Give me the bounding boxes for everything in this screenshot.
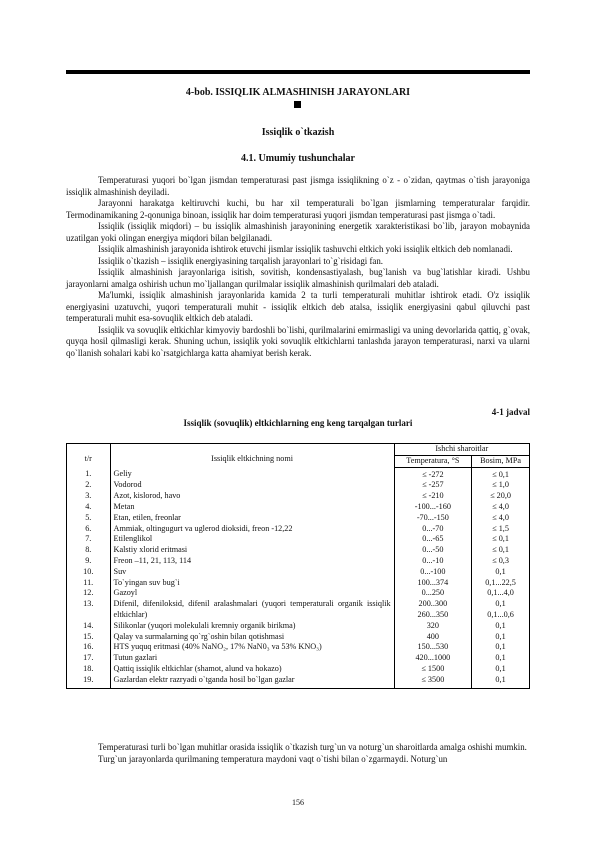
- row-pressure: 0,1: [472, 567, 530, 578]
- closing-text: [66, 742, 530, 765]
- row-temperature: 0...250: [394, 588, 471, 599]
- paragraph: Temperaturasi turli bo`lgan muhitlar orasida issiqlik o`tkazish turg`un va noturg`un sharoitlarda amalga oshishi mumkin.: [98, 742, 527, 752]
- table-row: [67, 653, 530, 664]
- row-pressure: ≤ 0,1: [472, 534, 530, 545]
- row-pressure: ≤ 0,3: [472, 556, 530, 567]
- table-row: [67, 578, 530, 589]
- row-number: 10.: [67, 567, 111, 578]
- row-pressure: ≤ 1,0: [472, 480, 530, 491]
- row-name: Vodorod: [110, 480, 394, 491]
- row-temperature: 100...374: [394, 578, 471, 589]
- row-temperature: ≤ 3500: [394, 675, 471, 688]
- row-number: 17.: [67, 653, 111, 664]
- page-number: 156: [292, 798, 304, 807]
- row-name: Gazlardan elektr razryadi o`tganda hosil bo`lgan gazlar: [110, 675, 394, 688]
- paragraph: Issiqlik almashinish jarayonida ishtirok etuvchi jismlar issiqlik tashuvchi eltkich yoki issiqlik eltkich deb nomlanadi.: [98, 244, 513, 254]
- row-name: HTS yuquq eritmasi (40% NaNO₂, 17% NaN0₃ va 53% KNO₃): [110, 642, 394, 653]
- header-group: Ishchi sharoitlar: [394, 444, 529, 456]
- section-title: Issiqlik o`tkazish: [261, 127, 335, 138]
- table-title: Issiqlik (sovuqlik) eltkichlarning eng keng tarqalgan turlari: [183, 418, 413, 428]
- row-temperature: -70...-150: [394, 513, 471, 524]
- row-temperature: ≤ 1500: [394, 664, 471, 675]
- table-row: [67, 599, 530, 621]
- table-row: [67, 467, 530, 480]
- row-number: 4.: [67, 502, 111, 513]
- paragraph: Issiqlik o`tkazish – issiqlik energiyasining tarqalish jarayonlari to`g`risidagi fan.: [98, 255, 384, 266]
- paragraph: Issiqlik almashinish jarayonlariga isitish, sovitish, kondensastiyalash, bug`lanish va bug`latishlar kiradi. Ushbu jarayonlarni amalga oshirish uchun mo`ljallangan qurilmalar issiqlik almashinish qurilmalari deb ataladi.: [66, 267, 530, 289]
- table-row: [67, 588, 530, 599]
- table-row: [67, 664, 530, 675]
- table-row: [67, 502, 530, 513]
- row-temperature: 200..300 260...350: [394, 599, 471, 621]
- row-number: 1.: [67, 467, 111, 480]
- paragraph: Turg`un jarayonlarda qurilmaning temperatura maydoni vaqt o`tishi bilan o`zgarmaydi. Noturg`un: [98, 753, 448, 764]
- row-pressure: ≤ 4,0: [472, 513, 530, 524]
- paragraph: Jarayonni harakatga keltiruvchi kuchi, bu har xil temperaturali bo`lgan jismlarning temperaturalar farqidir. Termodinamikaning 2-qonuniga binoan, issiqlik har doim temperaturasi yuqori jismdan temperaturasi past jismga o`tadi.: [66, 198, 530, 220]
- row-number: 11.: [67, 578, 111, 589]
- table-row: [67, 621, 530, 632]
- row-pressure: ≤ 4,0: [472, 502, 530, 513]
- row-number: 18.: [67, 664, 111, 675]
- row-name: Silikonlar (yuqori molekulali kremniy organik birikma): [110, 621, 394, 632]
- row-name: Kalstiy xlorid eritmasi: [110, 545, 394, 556]
- row-number: 2.: [67, 480, 111, 491]
- intro-text: [66, 175, 530, 359]
- heat-carriers-table: [66, 443, 530, 689]
- row-number: 19.: [67, 675, 111, 688]
- square-bullet-icon: [294, 101, 301, 108]
- row-name: Etan, etilen, freonlar: [110, 513, 394, 524]
- row-temperature: -100...-160: [394, 502, 471, 513]
- row-number: 15.: [67, 632, 111, 643]
- table-row: [67, 491, 530, 502]
- row-temperature: ≤ -210: [394, 491, 471, 502]
- row-pressure: 0,1: [472, 642, 530, 653]
- row-temperature: 400: [394, 632, 471, 643]
- row-temperature: 320: [394, 621, 471, 632]
- header-pressure: Bosim, MPa: [472, 455, 530, 467]
- row-pressure: 0,1: [472, 621, 530, 632]
- paragraph: Ma'lumki, issiqlik almashinish jarayonlarida kamida 2 ta turli temperaturali muhitlar ishtirok etadi. O'z issiqlik energiyasini uzatuvchi, yuqori temperaturali muhit - issiqlik eltkich deb atalsa, issiqlik energiyasini qabul qiluvchi past temperaturali muhit esa-sovuqlik eltkich deb ataladi.: [66, 290, 530, 323]
- table-row: [67, 642, 530, 653]
- chapter-title: 4-bob. ISSIQLIK ALMASHINISH JARAYONLARI: [185, 87, 411, 98]
- row-number: 13.: [67, 599, 111, 621]
- row-temperature: ≤ -272: [394, 467, 471, 480]
- row-name: Qalay va surmalarning qo`rg`oshin bilan qotishmasi: [110, 632, 394, 643]
- table-row: [67, 567, 530, 578]
- row-temperature: ≤ -257: [394, 480, 471, 491]
- row-number: 16.: [67, 642, 111, 653]
- row-number: 5.: [67, 513, 111, 524]
- row-pressure: 0,1: [472, 675, 530, 688]
- paragraph: Issiqlik va sovuqlik eltkichlar kimyoviy bardoshli bo`lishi, qurilmalarini emirmasligi va uning devorlarida qattiq, g`ovak, quyqa hosil qilmasligi kerak. Shuning uchun, issiqlik yoki sovuqlik eltkichlarni tanlashda jarayon temperaturasi, narxi va ularni qo`llanish sohalari kabi ko`rsatgichlarga katta ahamiyat berish kerak.: [66, 324, 530, 358]
- table-row: [67, 632, 530, 643]
- row-temperature: 150...530: [394, 642, 471, 653]
- subsection-title: 4.1. Umumiy tushunchalar: [241, 153, 355, 164]
- row-temperature: 0...-65: [394, 534, 471, 545]
- table-row: [67, 556, 530, 567]
- row-number: 3.: [67, 491, 111, 502]
- row-number: 9.: [67, 556, 111, 567]
- row-temperature: 0...-100: [394, 567, 471, 578]
- table-row: [67, 534, 530, 545]
- row-pressure: 0,1: [472, 664, 530, 675]
- row-number: 7.: [67, 534, 111, 545]
- header-name: Issiqlik eltkichning nomi: [110, 444, 394, 468]
- table-row: [67, 513, 530, 524]
- row-pressure: ≤ 0,1: [472, 467, 530, 480]
- paragraph: Temperaturasi yuqori bo`lgan jismdan temperaturasi past jismga issiqlikning o`z - o`zidan, qaytmas o`tish jarayoniga issiqlik almashinish deyiladi.: [66, 175, 530, 197]
- row-pressure: 0,1...22,5: [472, 578, 530, 589]
- paragraph: Issiqlik (issiqlik miqdori) – bu issiqlik almashinish jarayonining energetik xarakteristikasi bo`lib, jarayon mobaynida uzatilgan yoki olingan energiya miqdori bilan belgilanadi.: [66, 221, 530, 243]
- row-pressure: ≤ 0,1: [472, 545, 530, 556]
- row-temperature: 420...1000: [394, 653, 471, 664]
- row-pressure: 0,1 0,1...0,6: [472, 599, 530, 621]
- row-name: Ammiak, oltingugurt va uglerod dioksidi, freon -12,22: [110, 524, 394, 535]
- table-row: [67, 480, 530, 491]
- header-num: t/r: [67, 444, 111, 468]
- row-name: Metan: [110, 502, 394, 513]
- header-temperature: Temperatura, °S: [394, 455, 471, 467]
- row-temperature: 0...-50: [394, 545, 471, 556]
- table-row: [67, 675, 530, 688]
- row-name: Suv: [110, 567, 394, 578]
- row-pressure: ≤ 1,5: [472, 524, 530, 535]
- row-number: 8.: [67, 545, 111, 556]
- row-name: Tutun gazlari: [110, 653, 394, 664]
- row-pressure: ≤ 20,0: [472, 491, 530, 502]
- row-pressure: 0,1: [472, 632, 530, 643]
- row-name: To`yingan suv bug`i: [110, 578, 394, 589]
- row-pressure: 0,1...4,0: [472, 588, 530, 599]
- row-number: 12.: [67, 588, 111, 599]
- row-name: Gazoyl: [110, 588, 394, 599]
- row-temperature: 0...-10: [394, 556, 471, 567]
- row-name: Difenil, difeniloksid, difenil aralashmalari (yuqori temperaturali organik issiqlik eltkichlar): [110, 599, 394, 621]
- row-name: Azot, kislorod, havo: [110, 491, 394, 502]
- row-number: 6.: [67, 524, 111, 535]
- table-row: [67, 524, 530, 535]
- row-temperature: 0...-70: [394, 524, 471, 535]
- row-name: Geliy: [110, 467, 394, 480]
- table-number: 4-1 jadval: [491, 407, 530, 417]
- row-name: Etilenglikol: [110, 534, 394, 545]
- table-row: [67, 545, 530, 556]
- row-name: Qattiq issiqlik eltkichlar (shamot, alund va hokazo): [110, 664, 394, 675]
- row-name: Freon –11, 21, 113, 114: [110, 556, 394, 567]
- row-number: 14.: [67, 621, 111, 632]
- top-rule: [66, 70, 530, 74]
- row-pressure: 0,1: [472, 653, 530, 664]
